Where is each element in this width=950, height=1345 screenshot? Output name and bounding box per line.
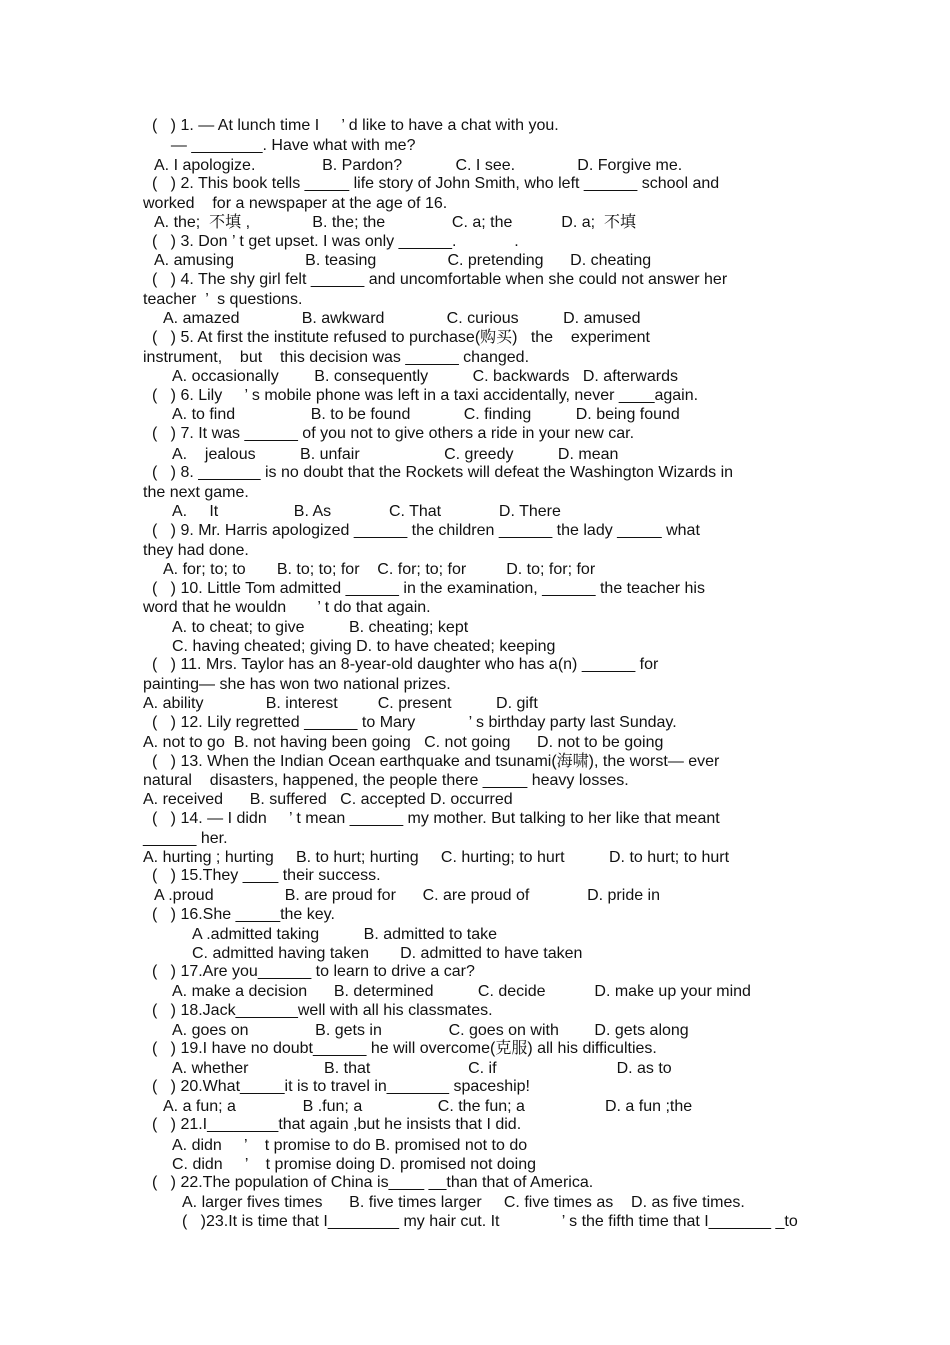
question-14-cont: ______ her. [143, 830, 228, 847]
question-14-line: ( ) 14. — I didn ’ t mean ______ my mother. But talking to her like that meant [152, 810, 720, 827]
question-11-options: A. ability B. interest C. present D. gift [143, 695, 538, 712]
question-18-line: ( ) 18.Jack_______well with all his classmates. [152, 1002, 493, 1019]
question-10-cont: word that he wouldn ’ t do that again. [143, 599, 431, 616]
question-8-line: ( ) 8. _______ is no doubt that the Rockets will defeat the Washington Wizards in [152, 464, 734, 481]
question-5-cont: instrument, but this decision was ______ changed. [143, 349, 530, 366]
question-16-options-ab: A .admitted taking B. admitted to take [192, 926, 498, 943]
question-20-line: ( ) 20.What_____it is to travel in_______ spaceship! [152, 1078, 530, 1095]
question-9-line: ( ) 9. Mr. Harris apologized ______ the children ______ the lady _____ what [152, 522, 700, 539]
question-1-options: A. I apologize. B. Pardon? C. I see. D. Forgive me. [154, 157, 683, 174]
question-1-reply: — ________. Have what with me? [162, 137, 416, 154]
question-4-cont: teacher ’ s questions. [143, 291, 303, 308]
question-3-line: ( ) 3. Don ’ t get upset. I was only ______. . [152, 233, 519, 250]
question-10-options-cd: C. having cheated; giving D. to have cheated; keeping [172, 638, 556, 655]
question-16-line: ( ) 16.She _____the key. [152, 906, 335, 923]
question-4-options: A. amazed B. awkward C. curious D. amused [163, 310, 641, 327]
question-10-line: ( ) 10. Little Tom admitted ______ in the examination, ______ the teacher his [152, 580, 705, 597]
question-8-options: A. It B. As C. That D. There [172, 503, 561, 520]
question-21-options-cd: C. didn ’ t promise doing D. promised not doing [172, 1156, 537, 1173]
question-8-cont: the next game. [143, 484, 249, 501]
question-1-line: ( ) 1. — At lunch time I ’ d like to have a chat with you. [152, 117, 559, 134]
question-12-options: A. not to go B. not having been going C. not going D. not to be going [143, 734, 664, 751]
question-7-options: A. jealous B. unfair C. greedy D. mean [172, 446, 619, 463]
question-23-line: ( )23.It is time that I________ my hair cut. It ’ s the fifth time that I_______ _to [182, 1213, 798, 1230]
question-19-options: A. whether B. that C. if D. as to [172, 1060, 672, 1077]
question-17-line: ( ) 17.Are you______ to learn to drive a car? [152, 963, 475, 980]
question-9-cont: they had done. [143, 542, 249, 559]
question-5-options: A. occasionally B. consequently C. backwards D. afterwards [172, 368, 678, 385]
question-15-line: ( ) 15.They ____ their success. [152, 867, 381, 884]
question-3-options: A. amusing B. teasing C. pretending D. cheating [154, 252, 652, 269]
question-21-line: ( ) 21.I________that again ,but he insists that I did. [152, 1116, 522, 1133]
question-12-line: ( ) 12. Lily regretted ______ to Mary ’ s birthday party last Sunday. [152, 714, 677, 731]
question-19-line: ( ) 19.I have no doubt______ he will overcome(克服) all his difficulties. [152, 1040, 657, 1057]
question-2-options: A. the; 不填 , B. the; the C. a; the D. a; 不填 [154, 214, 636, 231]
question-10-options-ab: A. to cheat; to give B. cheating; kept [172, 619, 469, 636]
question-6-line: ( ) 6. Lily ’ s mobile phone was left in a taxi accidentally, never ____again. [152, 387, 699, 404]
question-6-options: A. to find B. to be found C. finding D. being found [172, 406, 680, 423]
question-18-options: A. goes on B. gets in C. goes on with D. gets along [172, 1022, 689, 1039]
question-21-options-ab: A. didn ’ t promise to do B. promised not to do [172, 1137, 528, 1154]
question-5-line: ( ) 5. At first the institute refused to purchase(购买) the experiment [152, 329, 650, 346]
question-22-line: ( ) 22.The population of China is____ __than that of America. [152, 1174, 594, 1191]
question-13-options: A. received B. suffered C. accepted D. occurred [143, 791, 513, 808]
question-11-line: ( ) 11. Mrs. Taylor has an 8-year-old daughter who has a(n) ______ for [152, 656, 659, 673]
question-13-line: ( ) 13. When the Indian Ocean earthquake and tsunami(海啸), the worst— ever [152, 753, 720, 770]
question-16-options-cd: C. admitted having taken D. admitted to have taken [192, 945, 583, 962]
question-15-options: A .proud B. are proud for C. are proud of D. pride in [154, 887, 661, 904]
question-20-options: A. a fun; a B .fun; a C. the fun; a D. a fun ;the [163, 1098, 693, 1115]
question-14-options: A. hurting ; hurting B. to hurt; hurting C. hurting; to hurt D. to hurt; to hurt [143, 849, 730, 866]
question-22-options: A. larger fives times B. five times larger C. five times as D. as five times. [182, 1194, 745, 1211]
question-4-line: ( ) 4. The shy girl felt ______ and uncomfortable when she could not answer her [152, 271, 728, 288]
question-17-options: A. make a decision B. determined C. decide D. make up your mind [172, 983, 751, 1000]
question-9-options: A. for; to; to B. to; to; for C. for; to; for D. to; for; for [163, 561, 596, 578]
question-2-cont: worked for a newspaper at the age of 16. [143, 195, 448, 212]
question-2-line: ( ) 2. This book tells _____ life story of John Smith, who left ______ school and [152, 175, 720, 192]
question-13-cont: natural disasters, happened, the people there _____ heavy losses. [143, 772, 629, 789]
question-11-cont: painting— she has won two national prizes. [143, 676, 451, 693]
question-7-line: ( ) 7. It was ______ of you not to give others a ride in your new car. [152, 425, 635, 442]
